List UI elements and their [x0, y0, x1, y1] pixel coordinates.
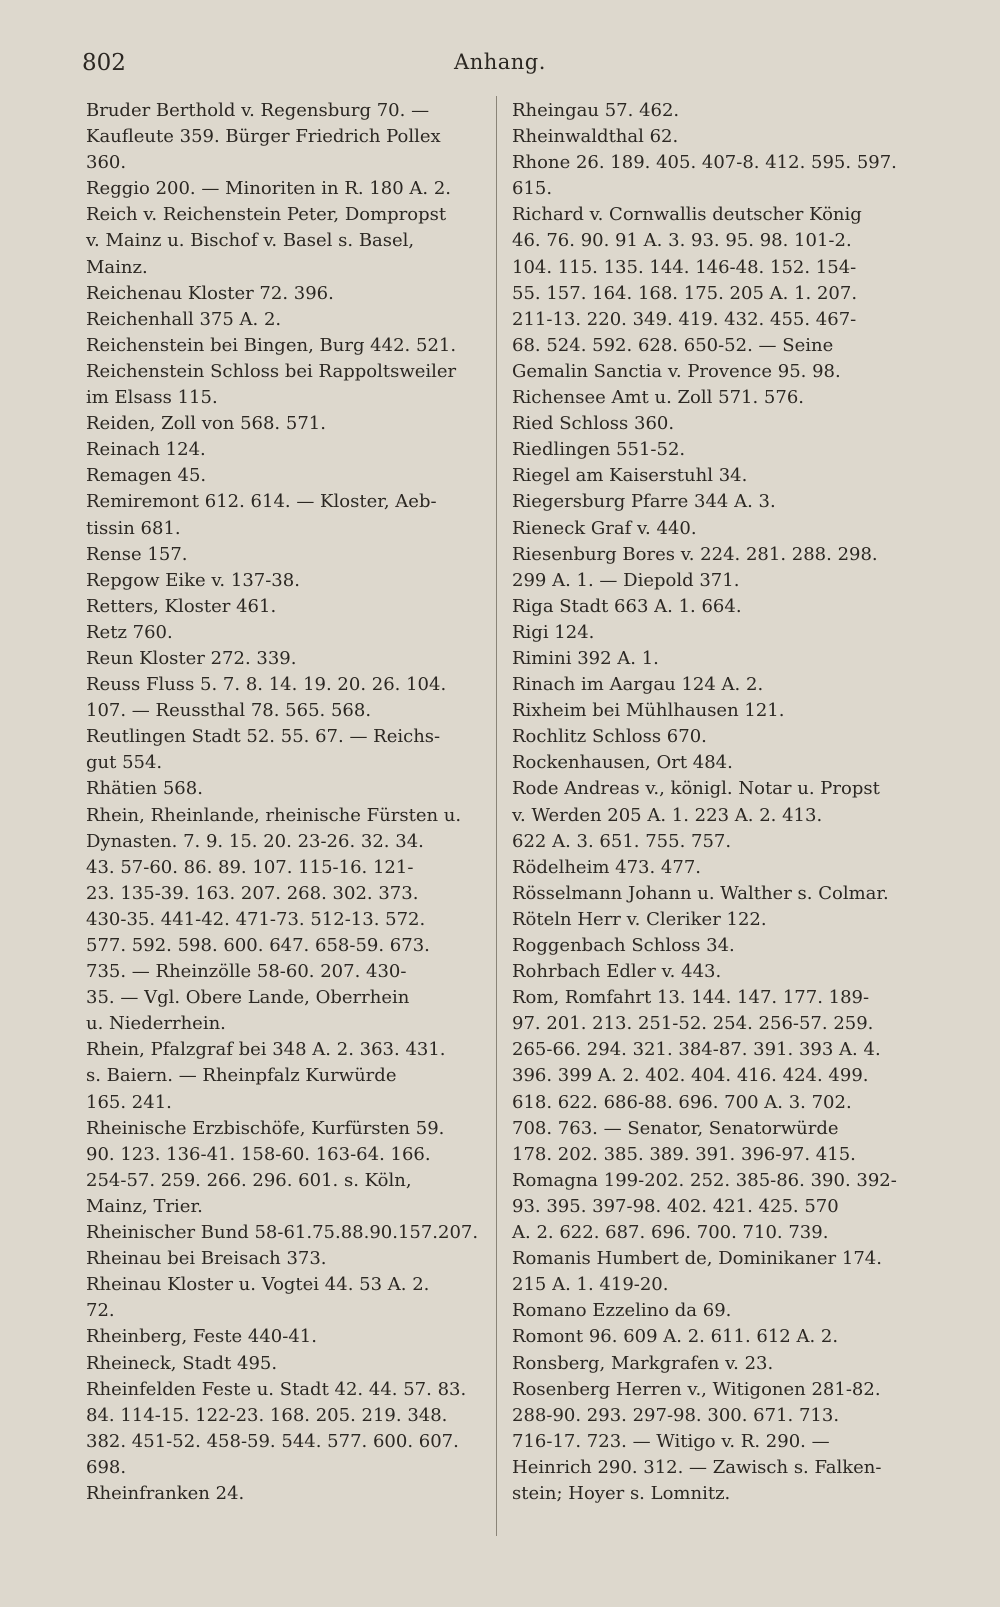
index-entry-line: Riesenburg Bores v. 224. 281. 288. 298.: [512, 543, 878, 565]
index-entry: [512, 907, 917, 933]
index-entry-line: Reich v. Reichenstein Peter, Dompropst: [86, 204, 447, 226]
index-entry: [512, 594, 917, 620]
index-entry: [86, 1037, 484, 1115]
index-entry-line: Reutlingen Stadt 52. 55. 67. — Reichs-: [86, 726, 441, 748]
index-entry-line: Reinach 124.: [86, 439, 206, 461]
index-entry-line: 84. 114-15. 122-23. 168. 205. 219. 348.: [86, 1404, 448, 1426]
index-entry-line: 90. 123. 136-41. 158-60. 163-64. 166.: [86, 1143, 431, 1165]
index-entry: [86, 1324, 484, 1350]
index-entry-line: Rixheim bei Mühlhausen 121.: [512, 700, 785, 722]
index-entry-line: Kaufleute 359. Bürger Friedrich Pollex: [86, 126, 441, 148]
index-entry: [512, 881, 917, 907]
index-entry-line: Rheinau Kloster u. Vogtei 44. 53 A. 2.: [86, 1274, 430, 1296]
index-entry: [86, 176, 484, 202]
index-entry-line: stein; Hoyer s. Lomnitz.: [512, 1482, 731, 1504]
index-entry-line: 430-35. 441-42. 471-73. 512-13. 572.: [86, 908, 426, 930]
index-entry-line: Rochlitz Schloss 670.: [512, 726, 707, 748]
index-entry: [86, 333, 484, 359]
index-entry-line: Rhätien 568.: [86, 778, 203, 800]
index-entry-line: Rheinberg, Feste 440-41.: [86, 1326, 317, 1348]
index-entry-line: 618. 622. 686-88. 696. 700 A. 3. 702.: [512, 1091, 852, 1113]
index-entry-line: v. Mainz u. Bischof v. Basel s. Basel,: [86, 230, 415, 252]
index-entry-line: Riegel am Kaiserstuhl 34.: [512, 465, 748, 487]
index-entry-line: 698.: [86, 1456, 127, 1478]
index-entry-line: 72.: [86, 1300, 115, 1322]
index-entry: [86, 646, 484, 672]
index-entry-line: Rheineck, Stadt 495.: [86, 1352, 278, 1374]
index-entry-line: v. Werden 205 A. 1. 223 A. 2. 413.: [512, 804, 823, 826]
index-entry: [512, 98, 917, 124]
index-entry-line: Reichenstein bei Bingen, Burg 442. 521.: [86, 334, 457, 356]
index-entry: [86, 620, 484, 646]
index-entry-line: 716-17. 723. — Witigo v. R. 290. —: [512, 1430, 830, 1452]
index-entry-line: Reun Kloster 272. 339.: [86, 647, 297, 669]
index-entry-line: Remiremont 612. 614. — Kloster, Aeb-: [86, 491, 437, 513]
index-entry-line: Rinach im Aargau 124 A. 2.: [512, 674, 764, 696]
index-entry-line: gut 554.: [86, 752, 163, 774]
page-number: 802: [82, 50, 126, 76]
index-entry-line: Rödelheim 473. 477.: [512, 856, 701, 878]
index-entry-line: Rom, Romfahrt 13. 144. 147. 177. 189-: [512, 987, 870, 1009]
index-entry-line: Ronsberg, Markgrafen v. 23.: [512, 1352, 774, 1374]
index-entry-line: Reichenhall 375 A. 2.: [86, 308, 282, 330]
index-entry: [86, 1246, 484, 1272]
index-entry-line: 23. 135-39. 163. 207. 268. 302. 373.: [86, 882, 419, 904]
index-entry: [512, 855, 917, 881]
index-entry-line: Roggenbach Schloss 34.: [512, 935, 735, 956]
index-entry-line: Riga Stadt 663 A. 1. 664.: [512, 595, 742, 617]
index-entry: [512, 672, 917, 698]
index-entry-line: 43. 57-60. 86. 89. 107. 115-16. 121-: [86, 856, 414, 878]
index-entry-line: Riedlingen 551-52.: [512, 439, 686, 461]
index-entry-line: Rhone 26. 189. 405. 407-8. 412. 595. 597.: [512, 152, 897, 174]
index-entry-line: Rhein, Rheinlande, rheinische Fürsten u.: [86, 804, 462, 826]
index-entry: [512, 411, 917, 437]
index-entry-line: Gemalin Sanctia v. Provence 95. 98.: [512, 360, 841, 382]
index-entry: [86, 724, 484, 776]
index-entry-line: 735. — Rheinzölle 58-60. 207. 430-: [86, 961, 407, 983]
index-entry: [512, 933, 917, 959]
index-entry-line: Rheinwaldthal 62.: [512, 126, 679, 148]
index-entry-line: Rigi 124.: [512, 621, 595, 643]
index-entry: [86, 307, 484, 333]
index-entry: [512, 1324, 917, 1350]
index-entry-line: Bruder Berthold v. Regensburg 70. —: [86, 100, 430, 121]
index-entry-line: Ried Schloss 360.: [512, 413, 675, 435]
index-entry-line: s. Baiern. — Rheinpfalz Kurwürde: [86, 1065, 397, 1087]
index-column-right: [512, 98, 917, 1507]
index-entry-line: 55. 157. 164. 168. 175. 205 A. 1. 207.: [512, 282, 858, 304]
index-entry: [512, 1246, 917, 1298]
index-entry: [86, 1220, 484, 1246]
index-entry: [86, 202, 484, 280]
index-entry-line: 396. 399 A. 2. 402. 404. 416. 424. 499.: [512, 1065, 869, 1087]
index-entry-line: Rösselmann Johann u. Walther s. Colmar.: [512, 882, 889, 904]
index-entry-line: 615.: [512, 178, 553, 200]
index-entry-line: Romano Ezzelino da 69.: [512, 1300, 732, 1322]
index-entry: [512, 1298, 917, 1324]
index-entry-line: Mainz.: [86, 256, 148, 278]
index-entry: [86, 1481, 484, 1507]
index-entry-line: 577. 592. 598. 600. 647. 658-59. 673.: [86, 935, 430, 956]
index-entry: [86, 1377, 484, 1481]
index-entry-line: Reichenstein Schloss bei Rappoltsweiler: [86, 360, 457, 382]
index-entry: [512, 385, 917, 411]
index-entry-line: Rheinische Erzbischöfe, Kurfürsten 59.: [86, 1117, 445, 1139]
index-entry-line: Reggio 200. — Minoriten in R. 180 A. 2.: [86, 178, 452, 200]
index-entry: [86, 437, 484, 463]
index-entry-line: Richensee Amt u. Zoll 571. 576.: [512, 387, 805, 409]
index-entry-line: Reiden, Zoll von 568. 571.: [86, 413, 326, 435]
index-entry: [512, 516, 917, 542]
index-entry: [86, 463, 484, 489]
index-entry: [86, 542, 484, 568]
index-entry-line: 622 A. 3. 651. 755. 757.: [512, 830, 732, 852]
running-title: Anhang.: [454, 50, 546, 74]
index-entry: [512, 985, 917, 1168]
index-entry-line: Rode Andreas v., königl. Notar u. Propst: [512, 778, 880, 800]
index-entry: [86, 1351, 484, 1377]
index-entry-line: Rheinischer Bund 58-61.75.88.90.157.207.: [86, 1222, 479, 1244]
index-entry: [512, 776, 917, 854]
index-entry-line: 107. — Reussthal 78. 565. 568.: [86, 700, 372, 722]
index-entry: [512, 1377, 917, 1507]
index-entry: [86, 411, 484, 437]
index-entry: [86, 281, 484, 307]
index-entry: [86, 568, 484, 594]
index-entry: [512, 750, 917, 776]
index-entry: [512, 124, 917, 150]
index-entry-line: 178. 202. 385. 389. 391. 396-97. 415.: [512, 1143, 856, 1165]
index-column-left: [86, 98, 484, 1507]
index-entry: [86, 1272, 484, 1324]
index-entry-line: 254-57. 259. 266. 296. 601. s. Köln,: [86, 1169, 412, 1191]
index-entry-line: A. 2. 622. 687. 696. 700. 710. 739.: [512, 1222, 829, 1244]
index-entry: [86, 803, 484, 1038]
index-entry-line: Retz 760.: [86, 621, 173, 643]
index-entry: [86, 359, 484, 411]
index-entry-line: im Elsass 115.: [86, 387, 218, 409]
index-entry-line: 265-66. 294. 321. 384-87. 391. 393 A. 4.: [512, 1039, 881, 1061]
column-divider: [496, 96, 497, 1536]
index-entry: [512, 463, 917, 489]
index-entry-line: Romont 96. 609 A. 2. 611. 612 A. 2.: [512, 1326, 839, 1348]
index-entry: [512, 698, 917, 724]
index-entry-line: 97. 201. 213. 251-52. 254. 256-57. 259.: [512, 1013, 874, 1035]
index-entry-line: Mainz, Trier.: [86, 1195, 203, 1217]
index-entry-line: Rheingau 57. 462.: [512, 100, 680, 121]
index-entry: [86, 776, 484, 802]
index-entry-line: Romagna 199-202. 252. 385-86. 390. 392-: [512, 1169, 897, 1191]
index-entry-line: 211-13. 220. 349. 419. 432. 455. 467-: [512, 308, 857, 330]
index-entry-line: 165. 241.: [86, 1091, 172, 1113]
index-entry-line: Repgow Eike v. 137-38.: [86, 569, 300, 591]
index-entry-line: 104. 115. 135. 144. 146-48. 152. 154-: [512, 256, 857, 278]
index-entry-line: Rhein, Pfalzgraf bei 348 A. 2. 363. 431.: [86, 1039, 446, 1061]
index-entry-line: 215 A. 1. 419-20.: [512, 1274, 669, 1296]
index-entry: [512, 542, 917, 594]
index-entry-line: Rockenhausen, Ort 484.: [512, 752, 733, 774]
index-entry: [86, 672, 484, 724]
index-entry-line: Riegersburg Pfarre 344 A. 3.: [512, 491, 776, 513]
index-entry-line: Rimini 392 A. 1.: [512, 647, 659, 669]
index-entry: [512, 150, 917, 202]
index-entry-line: 708. 763. — Senator, Senatorwürde: [512, 1117, 839, 1139]
index-entry-line: Rheinfranken 24.: [86, 1482, 245, 1504]
index-entry: [512, 437, 917, 463]
index-entry: [512, 1168, 917, 1246]
index-entry-line: Reuss Fluss 5. 7. 8. 14. 19. 20. 26. 104.: [86, 674, 447, 696]
index-entry-line: 46. 76. 90. 91 A. 3. 93. 95. 98. 101-2.: [512, 230, 852, 252]
index-entry-line: Rheinfelden Feste u. Stadt 42. 44. 57. 83.: [86, 1378, 467, 1400]
index-entry-line: Rieneck Graf v. 440.: [512, 517, 697, 539]
index-entry-line: tissin 681.: [86, 517, 181, 539]
index-entry-line: 299 A. 1. — Diepold 371.: [512, 569, 740, 591]
index-entry-line: Röteln Herr v. Cleriker 122.: [512, 908, 767, 930]
index-entry: [512, 202, 917, 385]
index-entry-line: 382. 451-52. 458-59. 544. 577. 600. 607.: [86, 1430, 459, 1452]
index-entry: [86, 98, 484, 176]
index-entry-line: Heinrich 290. 312. — Zawisch s. Falken-: [512, 1456, 882, 1478]
index-entry-line: 360.: [86, 152, 127, 174]
index-entry: [512, 1351, 917, 1377]
index-entry-line: 35. — Vgl. Obere Lande, Oberrhein: [86, 987, 410, 1009]
index-entry-line: Dynasten. 7. 9. 15. 20. 23-26. 32. 34.: [86, 830, 424, 852]
index-entry-line: Reichenau Kloster 72. 396.: [86, 282, 334, 304]
index-entry: [512, 620, 917, 646]
index-entry-line: 288-90. 293. 297-98. 300. 671. 713.: [512, 1404, 840, 1426]
index-entry-line: Rense 157.: [86, 543, 188, 565]
index-entry-line: Remagen 45.: [86, 465, 207, 487]
index-entry-line: Rosenberg Herren v., Witigonen 281-82.: [512, 1378, 881, 1400]
index-entry-line: u. Niederrhein.: [86, 1013, 226, 1035]
index-entry-line: Romanis Humbert de, Dominikaner 174.: [512, 1248, 882, 1270]
index-entry-line: 93. 395. 397-98. 402. 421. 425. 570: [512, 1195, 839, 1217]
index-entry-line: Richard v. Cornwallis deutscher König: [512, 204, 862, 226]
index-entry-line: 68. 524. 592. 628. 650-52. — Seine: [512, 334, 834, 356]
index-entry: [86, 1116, 484, 1220]
index-entry-line: Retters, Kloster 461.: [86, 595, 277, 617]
index-entry: [512, 959, 917, 985]
index-entry: [512, 646, 917, 672]
index-entry: [512, 489, 917, 515]
index-entry: [512, 724, 917, 750]
index-entry: [86, 489, 484, 541]
index-entry: [86, 594, 484, 620]
index-entry-line: Rheinau bei Breisach 373.: [86, 1248, 327, 1270]
index-entry-line: Rohrbach Edler v. 443.: [512, 961, 722, 983]
